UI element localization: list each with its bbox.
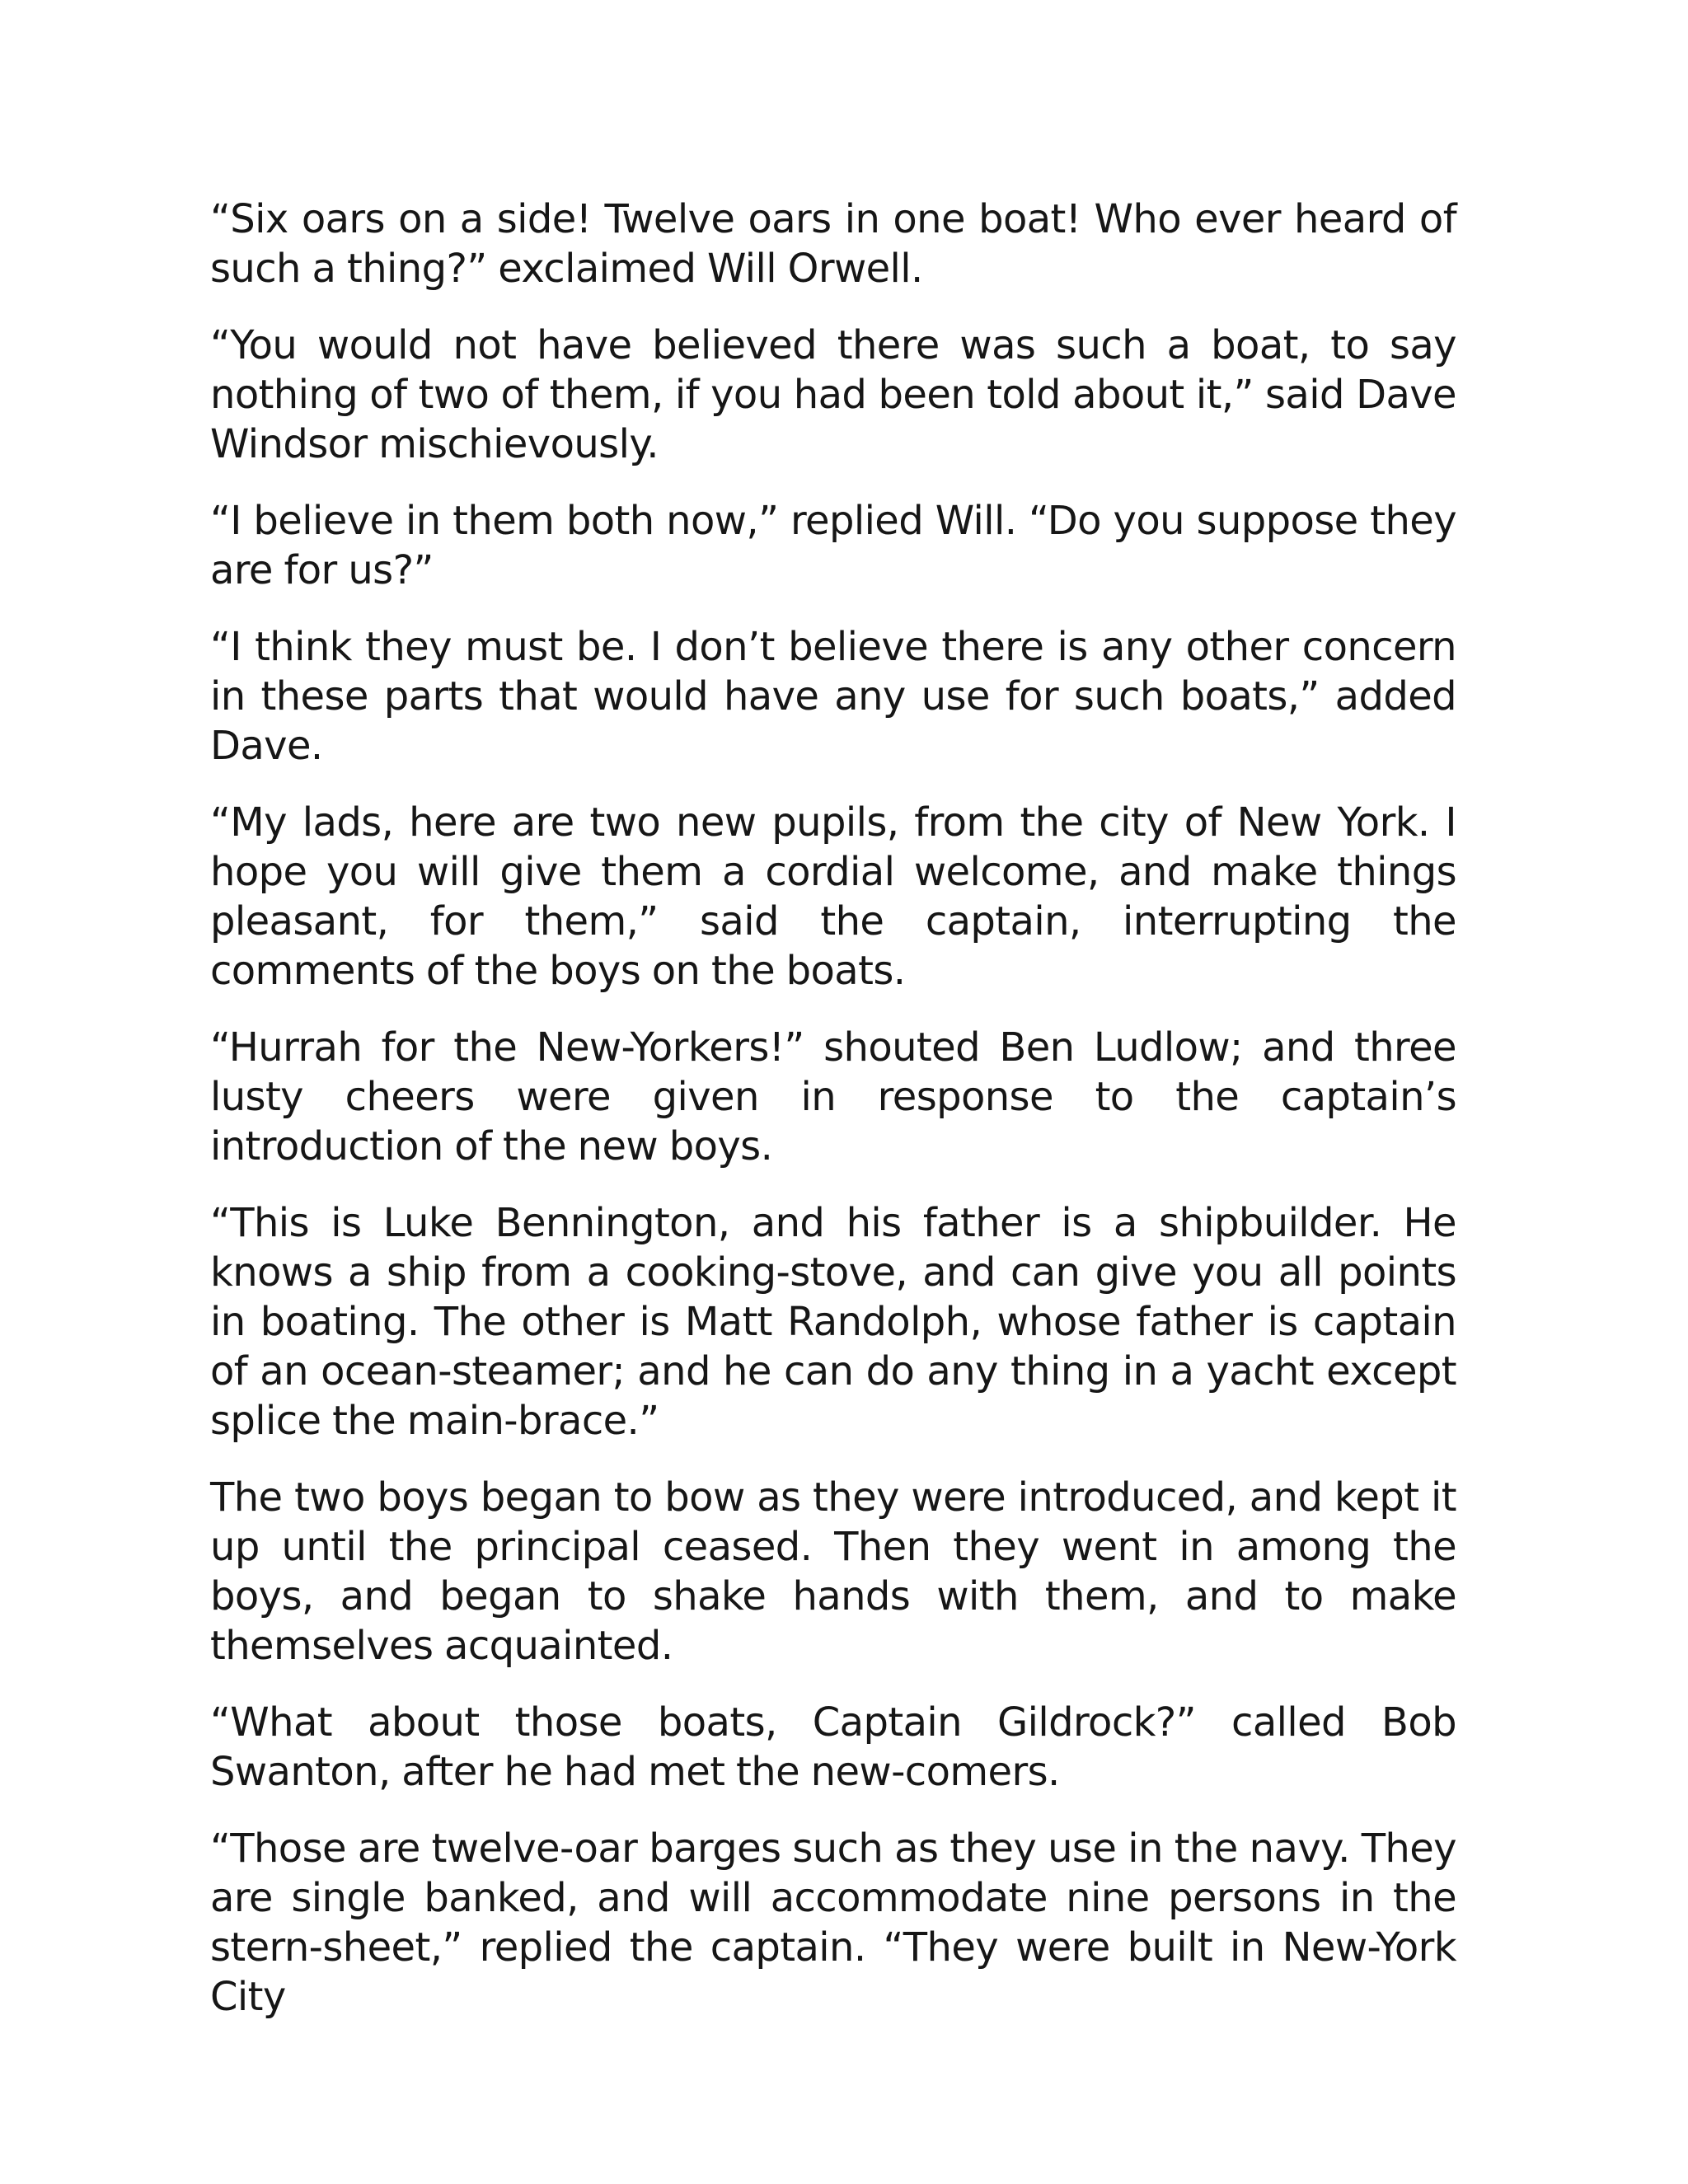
paragraph-2: “You would not have believed there was such a boat, to say nothing of two of them, if you had been told about it,” said Dave Windsor mischievously.: [210, 322, 1456, 467]
paragraph-8: The two boys began to bow as they were introduced, and kept it up until the principal ceased. Then they went in among the boys, and began to shake hands with them, and to make themselves acquainted.: [210, 1474, 1456, 1669]
paragraph-5: “My lads, here are two new pupils, from the city of New York. I hope you will give them a cordial welcome, and make things pleasant, for them,” said the captain, interrupting the comments of the boys on the boats.: [210, 799, 1456, 994]
paragraph-7: “This is Luke Bennington, and his father is a shipbuilder. He knows a ship from a cooking-stove, and can give you all points in boating. The other is Matt Randolph, whose father is captain of an ocean-steamer; and he can do any thing in a yacht except splice the main-brace.”: [210, 1200, 1456, 1444]
text-body: [210, 194, 1456, 2022]
paragraph-6: “Hurrah for the New-Yorkers!” shouted Ben Ludlow; and three lusty cheers were given in response to the captain’s introduction of the new boys.: [210, 1024, 1456, 1169]
paragraph-4: “I think they must be. I don’t believe there is any other concern in these parts that would have any use for such boats,” added Dave.: [210, 624, 1456, 769]
paragraph-1: “Six oars on a side! Twelve oars in one boat! Who ever heard of such a thing?” exclaimed Will Orwell.: [210, 196, 1456, 292]
paragraph-9: “What about those boats, Captain Gildrock?” called Bob Swanton, after he had met the new-comers.: [210, 1699, 1456, 1795]
paragraph-3: “I believe in them both now,” replied Will. “Do you suppose they are for us?”: [210, 498, 1456, 593]
paragraph-10: “Those are twelve-oar barges such as they use in the navy. They are single banked, and will accommodate nine persons in the stern-sheet,” replied the captain. “They were built in New-York City: [210, 1825, 1456, 2020]
